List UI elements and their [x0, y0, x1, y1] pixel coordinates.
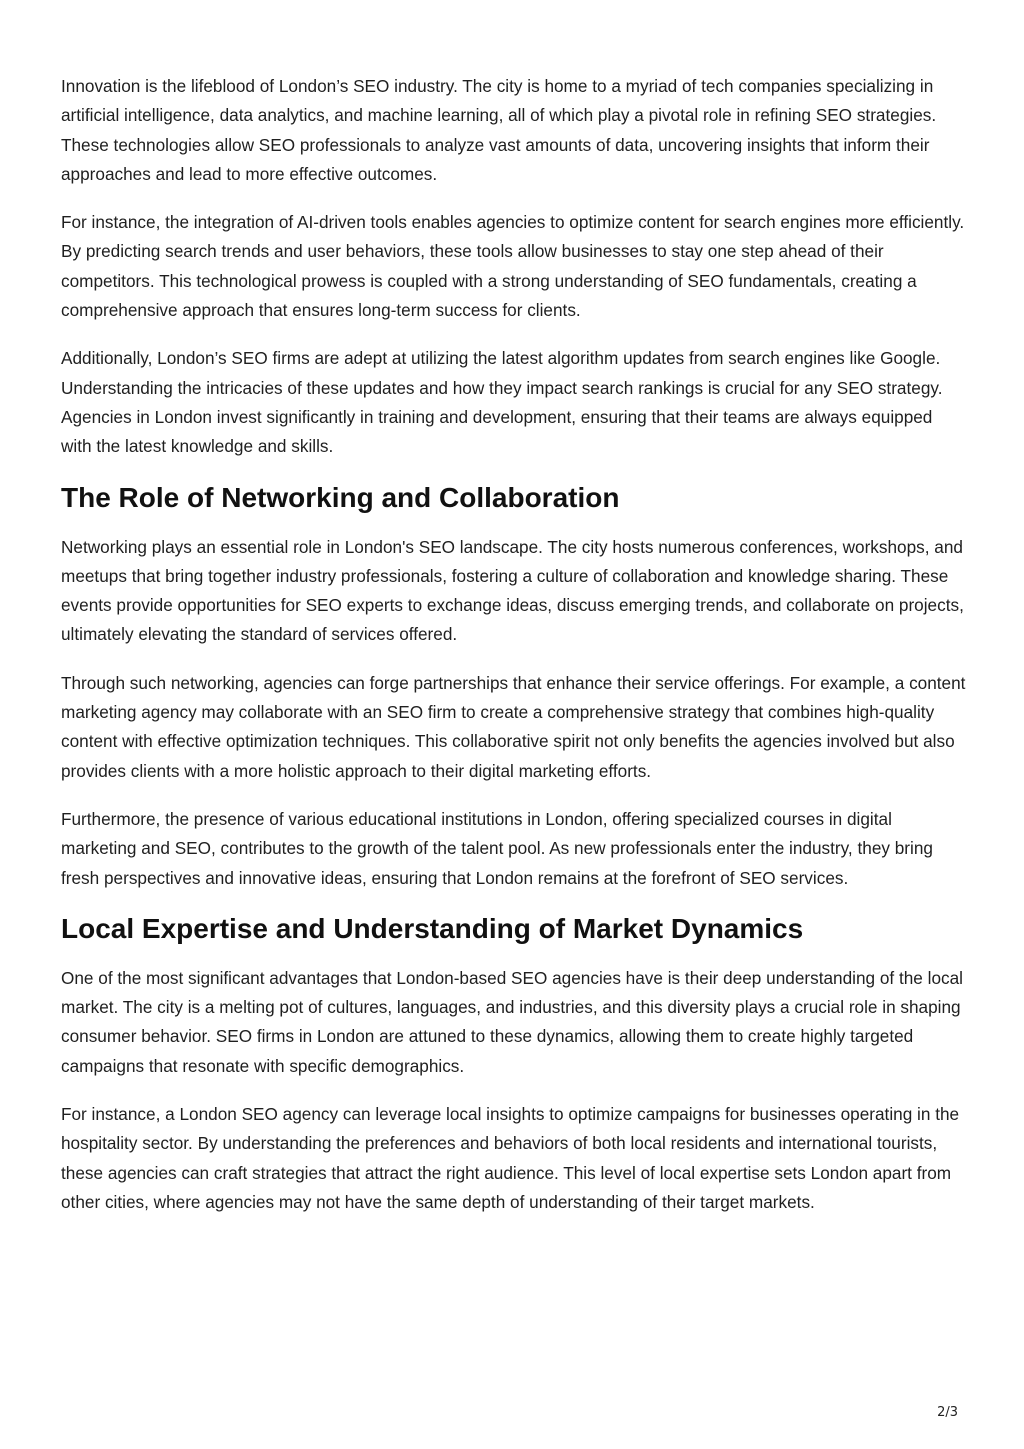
- local-expertise-paragraph-2: For instance, a London SEO agency can leverage local insights to optimize campaigns for businesses operating in the hospitality sector. By understanding the preferences and behaviors of both local residents and international tourists, these agencies can craft strategies that attract the right audience. This level of local expertise sets London apart from other cities, where agencies may not have the same depth of understanding of their target markets.: [61, 1104, 960, 1212]
- local-expertise-paragraph-1: One of the most significant advantages that London-based SEO agencies have is their deep understanding of the local market. The city is a melting pot of cultures, languages, and industries, and this diversity plays a crucial role in shaping consumer behavior. SEO firms in London are attuned to these dynamics, allowing them to create highly targeted campaigns that resonate with specific demographics.: [61, 967, 963, 1076]
- intro-paragraph-2: For instance, the integration of AI-driven tools enables agencies to optimize content for search engines more efficiently. By predicting search trends and user behaviors, these tools allow businesses to stay one step ahead of their competitors. This technological prowess is coupled with a strong understanding of SEO fundamentals, creating a comprehensive approach that ensures long-term success for clients.: [61, 212, 965, 321]
- intro-paragraph-3: Additionally, London’s SEO firms are adept at utilizing the latest algorithm updates from search engines like Google. Understanding the intricacies of these updates and how they impact search rankings is crucial for any SEO strategy. Agencies in London invest significantly in training and development, ensuring that their teams are always equipped with the latest knowledge and skills.: [61, 348, 943, 457]
- section-heading-networking: The Role of Networking and Collaboration: [61, 481, 620, 513]
- page-number: 2/3: [937, 1405, 958, 1420]
- section-heading-local-expertise: Local Expertise and Understanding of Market Dynamics: [61, 912, 804, 944]
- networking-paragraph-2: Through such networking, agencies can forge partnerships that enhance their service offerings. For example, a content marketing agency may collaborate with an SEO firm to create a comprehensive strategy that combines high-quality content with effective optimization techniques. This collaborative spirit not only benefits the agencies involved but also provides clients with a more holistic approach to their digital marketing efforts.: [61, 672, 966, 781]
- networking-paragraph-1: Networking plays an essential role in London's SEO landscape. The city hosts numerous conferences, workshops, and meetups that bring together industry professionals, fostering a culture of collaboration and knowledge sharing. These events provide opportunities for SEO experts to exchange ideas, discuss emerging trends, and collaborate on projects, ultimately elevating the standard of services offered.: [61, 536, 964, 645]
- document-page: [61, 72, 966, 1236]
- intro-paragraph-1: Innovation is the lifeblood of London’s SEO industry. The city is home to a myriad of tech companies specializing in artificial intelligence, data analytics, and machine learning, all of which play a pivotal role in refining SEO strategies. These technologies allow SEO professionals to analyze vast amounts of data, uncovering insights that inform their approaches and lead to more effective outcomes.: [61, 76, 937, 184]
- networking-paragraph-3: Furthermore, the presence of various educational institutions in London, offering specialized courses in digital marketing and SEO, contributes to the growth of the talent pool. As new professionals enter the industry, they bring fresh perspectives and innovative ideas, ensuring that London remains at the forefront of SEO services.: [61, 808, 933, 888]
